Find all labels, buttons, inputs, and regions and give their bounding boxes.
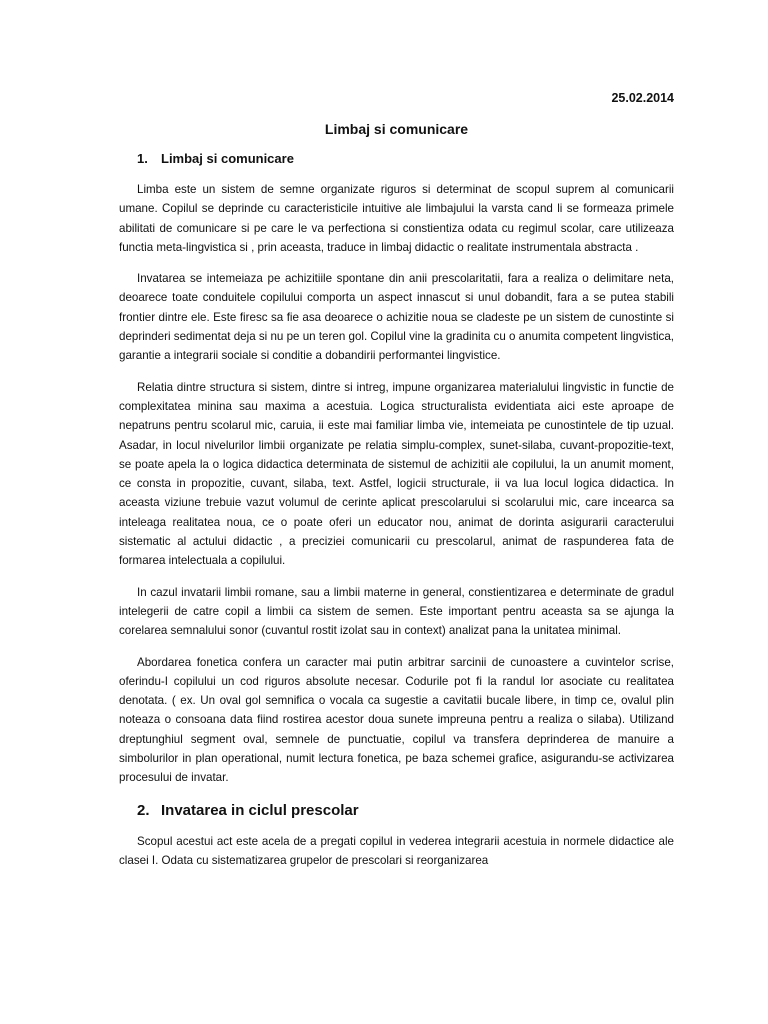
paragraph: Limba este un sistem de semne organizate riguros si determinat de scopul suprem al comunicarii umane. Copilul se deprinde cu caracteristicile intuitive ale limbajului la varsta cand li se formeaza primele abilitati de comunicare si pe care le va perfectiona si constientiza odata cu regimul scolar, care utilizeaza functia meta-lingvistica si , prin aceasta, traduce in limbaj didactic o realitate instrumentala abstracta . [119, 183, 674, 254]
paragraph: In cazul invatarii limbii romane, sau a limbii materne in general, constientizarea e determinate de gradul intelegerii de catre copil a limbii ca sistem de semen. Este important pentru aceasta sa se ajunga la corelarea semnalului sonor (cuvantul rostit izolat sau in context) analizat pana la unitatea minimal. [119, 585, 674, 638]
paragraph: Abordarea fonetica confera un caracter mai putin arbitrar sarcinii de cunoastere a cuvintelor scrise, oferindu-I copilului un cod riguros absolute necesar. Codurile pot fi la randul lor asociate cu realitatea denotata. ( ex. Un oval gol semnifica o vocala ca sugestie a cavitatii bucale libere, in timp ce, ovalul plin noteaza o consoana data fiind rostirea acestor doua sunete impreuna pentru a realiza o silaba). Utilizand dreptunghiul segment oval, semnele de punctuatie, copilul va transfera deprinderea de manuire a simbolurilor in plan operational, numit lectura fonetica, pe baza schemei grafice, asigurandu-se activizarea procesului de invatar. [119, 655, 674, 785]
document-date: 25.02.2014 [611, 91, 674, 105]
paragraph: Invatarea se intemeiaza pe achizitiile spontane din anii prescolaritatii, fara a realiza o delimitare neta, deoarece toate conduitele copilului comporta un aspect innascut si unul dobandit, fara a se putea stabili frontier dintre ele. Este firesc sa fie asa deoarece o achizitie noua se cladeste pe un sistem de cunostinte si deprinderi sedimentat deja si nu pe un teren gol. Copilul vine la gradinita cu o anumita competent lingvistica, garantie a integrarii sociale si conditie a dobandirii performantei lingvistice. [119, 272, 674, 363]
paragraph: Relatia dintre structura si sistem, dintre si intreg, impune organizarea materialului lingvistic in functie de complexitatea minina sau maxima a acestuia. Logica structuralista evidentiata aici este aproape de nepatruns pentru scolarul mic, caruia, ii este mai familiar limba vie, intemeiata pe cunostintele de tip uzual. Asadar, in locul nivelurilor limbii organizate pe relatia simplu-complex, sunet-silaba, cuvant-propozitie-text, se poate apela la o logica didactica determinata de sistemul de achizitii ale copilului, la un anumit moment, ce consta in propozitie, cuvant, silaba, text. Astfel, logicii structurale, ii va lua locul logica didactica. In aceasta viziune trebuie vazut volumul de cerinte aplicat prescolarului si scolarului mic, care incearca sa inteleaga realitatea noua, ce o poate oferi un educator nou, animat de dorinta asigurarii caracterului sistematic al actului didactic , a preciziei comunicarii cu prescolarul, animat de raspunderea fata de formarea intelectuala a copilului. [119, 380, 674, 568]
document-title: Limbaj si comunicare [324, 121, 469, 137]
section-number: 2. [137, 801, 150, 819]
paragraph: Scopul acestui act este acela de a pregati copilul in vederea integrarii acestuia in normele didactice ale clasei I. Odata cu sistematizarea grupelor de prescolari si reorganizarea [119, 834, 674, 867]
section-heading [137, 800, 674, 822]
section-label: Invatarea in ciclul prescolar [161, 801, 359, 819]
subsection-label: Limbaj si comunicare [161, 151, 294, 166]
subsection-number: 1. [137, 151, 148, 166]
subsection-heading [137, 149, 674, 169]
